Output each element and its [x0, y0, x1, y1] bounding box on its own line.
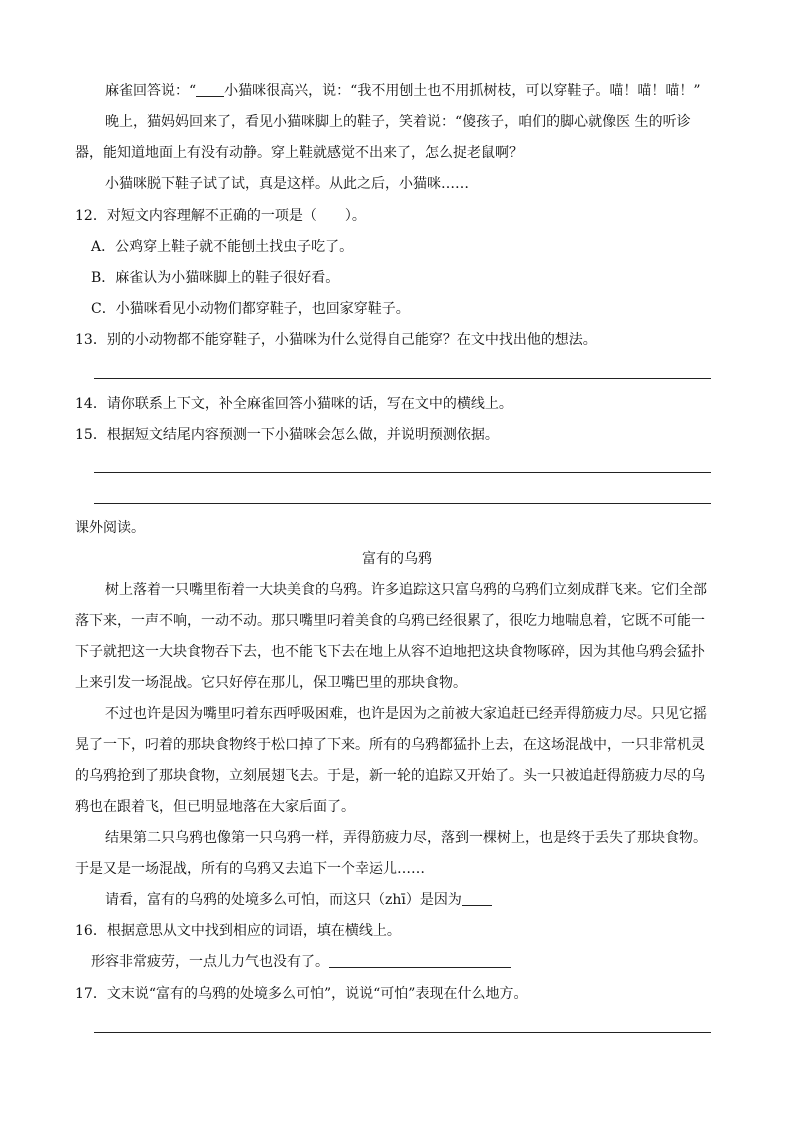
story2-ending-blank[interactable]	[462, 891, 492, 906]
story1-paragraph-1-after: 小猫咪很高兴，说：“我不用刨土也不用抓树枝，可以穿鞋子。喵！喵！喵！”	[224, 83, 701, 99]
story1-paragraph-1-before: 麻雀回答说：“	[105, 83, 197, 99]
answer-line-13[interactable]	[94, 378, 711, 379]
story2-p3-line-2: 于是又是一场混战，所有的乌鸦又去追下一个幸运儿……	[75, 861, 425, 877]
story2-p1-line-4: 上来引发一场混战。它只好停在那儿，保卫嘴巴里的那块食物。	[75, 675, 467, 691]
story2-p2-line-3: 的乌鸦抢到了那块食物，立刻展翅飞去。于是，新一轮的追踪又开始了。头一只被追赶得筋疲力尽的乌	[75, 768, 705, 784]
question-12-option-c: C．小猫咪看见小动物们都穿鞋子，也回家穿鞋子。	[91, 301, 410, 317]
answer-line-17[interactable]	[94, 1032, 711, 1033]
story2-p1-line-3: 下子就把这一大块食物吞下去，也不能飞下去在地上从容不迫地把这块食物啄碎，因为其他乌鸦会猛扑	[75, 644, 705, 660]
question-16-sub	[91, 952, 511, 972]
question-14: 14．请你联系上下文，补全麻雀回答小猫咪的话，写在文中的横线上。	[75, 396, 513, 412]
question-15: 15．根据短文结尾内容预测一下小猫咪会怎么做，并说明预测依据。	[75, 427, 499, 443]
answer-blank-16[interactable]	[329, 953, 511, 968]
answer-line-15a[interactable]	[94, 472, 711, 473]
story1-paragraph-2-line-1: 晚上，猫妈妈回来了，看见小猫咪脚上的鞋子，笑着说：“傻孩子，咱们的脚心就像医 生的听诊	[105, 114, 691, 130]
question-16-sub-text: 形容非常疲劳，一点儿力气也没有了。	[91, 954, 329, 970]
story2-p4-text: 请看，富有的乌鸦的处境多么可怕，而这只（zhī）是因为	[105, 892, 462, 908]
story1-paragraph-2-line-2: 器，能知道地面上有没有动静。穿上鞋就感觉不出来了，怎么捉老鼠啊？	[75, 145, 523, 161]
question-13: 13．别的小动物都不能穿鞋子，小猫咪为什么觉得自己能穿？在文中找出他的想法。	[75, 332, 597, 348]
story2-p4	[105, 890, 492, 910]
story2-p1-line-1: 树上落着一只嘴里衔着一大块美食的乌鸦。许多追踪这只富乌鸦的乌鸦们立刻成群飞来。它们全部	[105, 582, 707, 598]
story1-paragraph-1	[105, 81, 700, 101]
story2-p2-line-4: 鸦也在跟着飞，但已明显地落在大家后面了。	[75, 799, 355, 815]
question-16: 16．根据意思从文中找到相应的词语，填在横线上。	[75, 923, 401, 939]
story2-p3-line-1: 结果第二只乌鸦也像第一只乌鸦一样，弄得筋疲力尽，落到一棵树上，也是终于丢失了那块食物。	[105, 830, 707, 846]
question-17: 17．文末说“富有的乌鸦的处境多么可怕”，说说“可怕”表现在什么地方。	[75, 986, 528, 1002]
answer-line-15b[interactable]	[94, 503, 711, 504]
story2-p1-line-2: 落下来，一声不响，一动不动。那只嘴里叼着美食的乌鸦已经很累了，很吃力地喘息着，它既不可能一	[75, 613, 705, 629]
section-label: 课外阅读。	[75, 520, 145, 536]
story1-paragraph-3: 小猫咪脱下鞋子试了试，真是这样。从此之后，小猫咪……	[105, 176, 469, 192]
story2-p2-line-2: 晃了一下，叼着的那块食物终于松口掉了下来。所有的乌鸦都猛扑上去，在这场混战中，一只非常机灵	[75, 737, 705, 753]
sparrow-answer-blank[interactable]	[196, 82, 224, 97]
story2-title: 富有的乌鸦	[362, 551, 432, 567]
question-12: 12．对短文内容理解不正确的一项是（ ）。	[75, 208, 366, 224]
question-12-option-b: B．麻雀认为小猫咪脚上的鞋子很好看。	[91, 270, 340, 286]
question-12-option-a: A．公鸡穿上鞋子就不能刨土找虫子吃了。	[91, 239, 354, 255]
story2-p2-line-1: 不过也许是因为嘴里叼着东西呼吸困难，也许是因为之前被大家追赶已经弄得筋疲力尽。只见它摇	[105, 706, 707, 722]
